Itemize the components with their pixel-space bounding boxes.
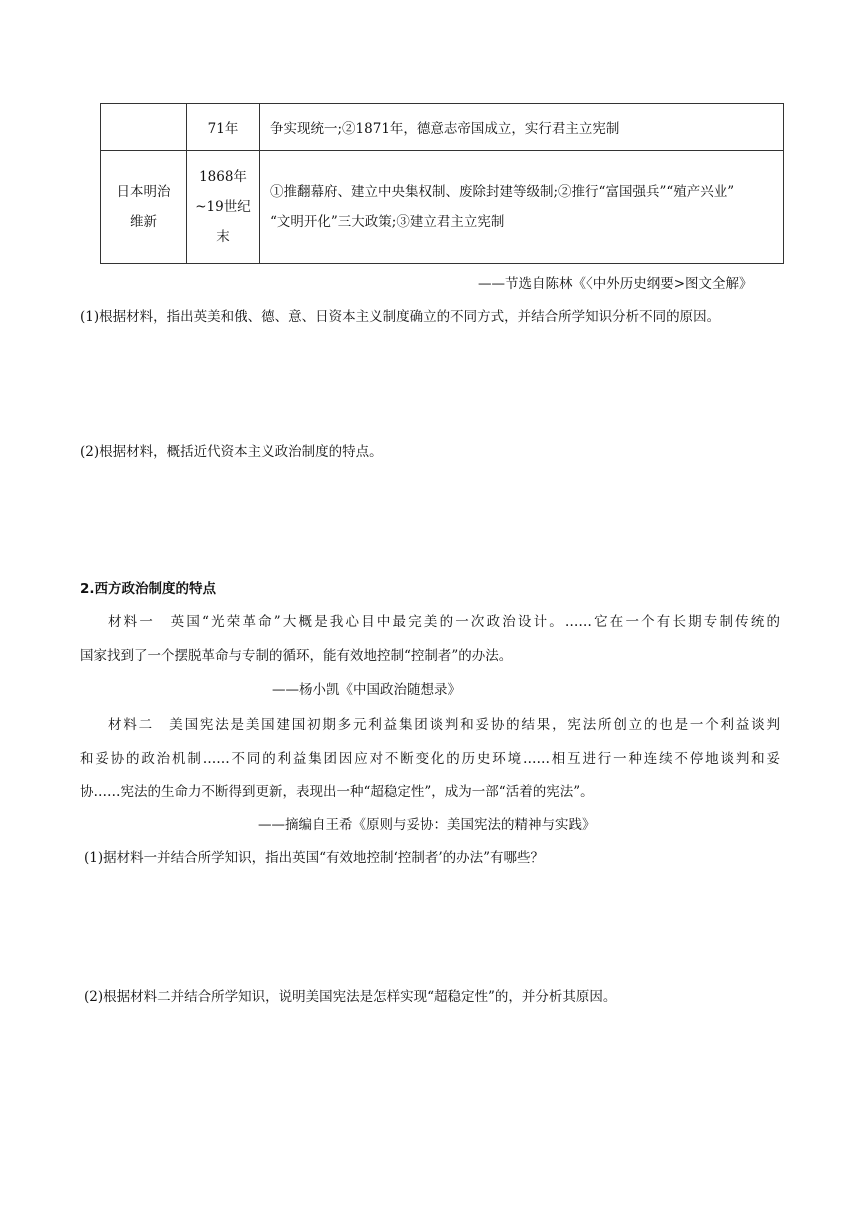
question-1-1: (1)根据材料，指出英美和俄、德、意、日资本主义制度确立的不同方式，并结合所学知识分析不同的原因。 <box>80 309 721 325</box>
history-table <box>100 103 784 264</box>
table-row <box>101 151 784 264</box>
question-1-2: (2)根据材料，概括近代资本主义政治制度的特点。 <box>80 444 383 460</box>
region-line: 维新 <box>130 214 157 230</box>
region-cell <box>101 151 187 264</box>
table-row <box>101 104 784 151</box>
material-1-line: 材料一 英国“光荣革命”大概是我心目中最完美的一次政治设计。……它在一个有长期专制传统的 <box>108 614 780 630</box>
material-2-line: 材料二 美国宪法是美国建国初期多元利益集团谈判和妥协的结果，宪法所创立的也是一个利益谈判 <box>108 717 780 733</box>
region-line: 日本明治 <box>116 184 171 200</box>
material-2-source: ——摘编自王希《原则与妥协：美国宪法的精神与实践》 <box>258 817 596 833</box>
content-cell <box>260 151 784 264</box>
table-source: ——节选自陈林《〈中外历史纲要>图文全解》 <box>478 276 753 292</box>
date-cell <box>187 151 260 264</box>
date-line: 1868年 <box>199 169 247 185</box>
material-2-line: 协……宪法的生命力不断得到更新，表现出一种“超稳定性”，成为一部“活着的宪法”。 <box>80 784 594 800</box>
material-2-line: 和妥协的政治机制……不同的利益集团因应对不断变化的历史环境……相互进行一种连续不停地谈判和妥 <box>80 751 780 767</box>
date-line: ~19世纪 <box>195 199 251 215</box>
region-cell <box>101 104 187 151</box>
content-line: ①推翻幕府、建立中央集权制、废除封建等级制;②推行“富国强兵”“殖产兴业” <box>270 184 735 200</box>
material-1-source: ——杨小凯《中国政治随想录》 <box>272 682 461 698</box>
content-cell: 争实现统一;②1871年，德意志帝国成立，实行君主立宪制 <box>260 104 784 151</box>
date-cell: 71年 <box>187 104 260 151</box>
section-2-title: 2.西方政治制度的特点 <box>80 581 217 597</box>
question-2-2: (2)根据材料二并结合所学知识，说明美国宪法是怎样实现“超稳定性”的，并分析其原因。 <box>84 989 617 1005</box>
content-line: “文明开化”三大政策;③建立君主立宪制 <box>270 214 505 230</box>
question-2-1: (1)据材料一并结合所学知识，指出英国“有效地控制‘控制者’的办法”有哪些？ <box>84 850 545 866</box>
material-1-line: 国家找到了一个摆脱革命与专制的循环，能有效地控制“控制者”的办法。 <box>80 648 513 664</box>
date-line: 末 <box>216 229 230 245</box>
